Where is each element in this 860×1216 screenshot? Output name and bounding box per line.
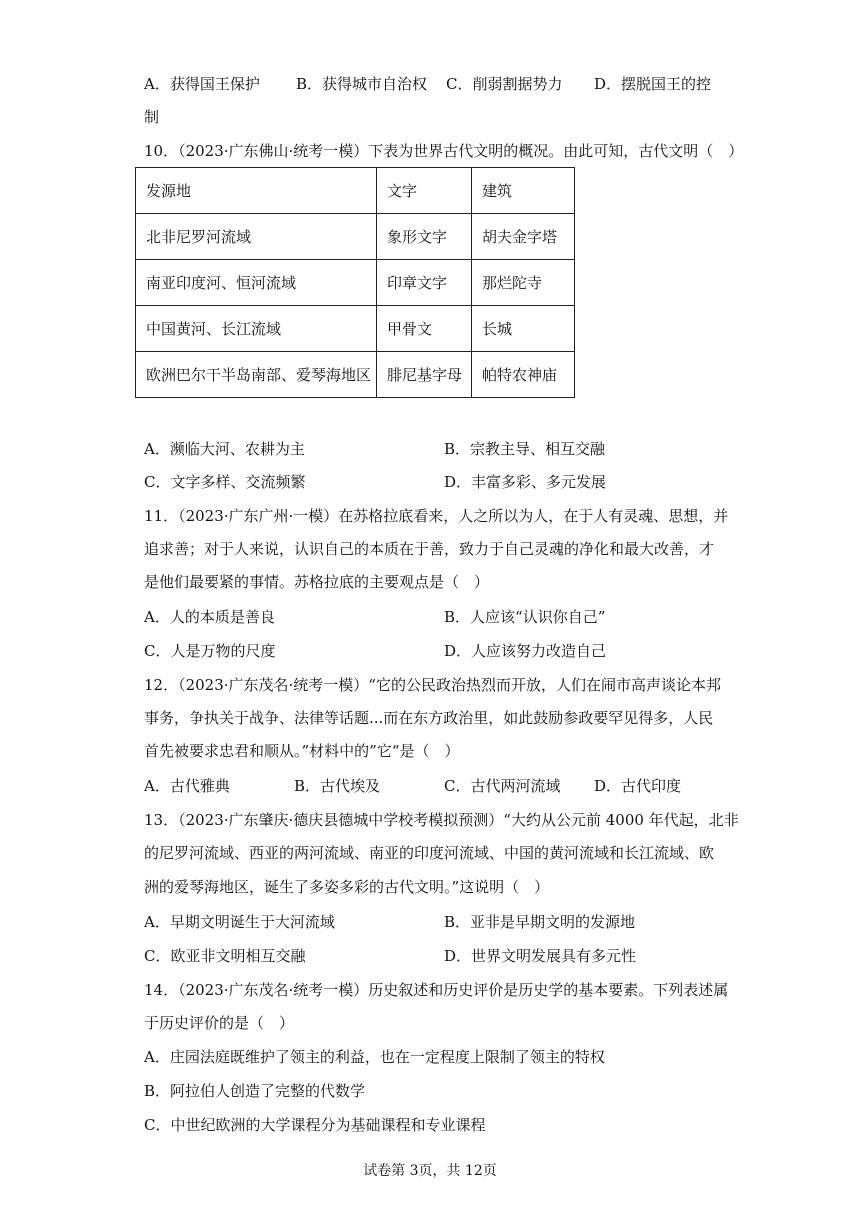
table-cell: 欧洲巴尔干半岛南部、爱琴海地区 [136, 352, 377, 398]
q13-option-d: D．世界文明发展具有多元性 [444, 947, 637, 965]
table-cell: 象形文字 [377, 214, 472, 260]
q14-stem-line: 14．（2023·广东茂名·统考一模）历史叙述和历史评价是历史学的基本要素。下列表述属 [144, 981, 729, 999]
q13-stem-line: 洲的爱琴海地区，诞生了多姿多彩的古代文明。”这说明（ ） [144, 878, 550, 896]
table-header-cell: 建筑 [472, 168, 575, 214]
table-header-cell: 文字 [377, 168, 472, 214]
q13-option-a: A．早期文明诞生于大河流域 [144, 913, 335, 931]
table-cell: 印章文字 [377, 260, 472, 306]
table-row [136, 260, 575, 306]
q11-stem-line: 追求善；对于人来说，认识自己的本质在于善，致力于自己灵魂的净化和最大改善，才 [144, 540, 715, 558]
table-cell: 帕特农神庙 [472, 352, 575, 398]
q12-option-b: B．古代埃及 [294, 777, 381, 795]
q11-option-c: C．人是万物的尺度 [144, 642, 276, 660]
q11-stem-line: 是他们最要紧的事情。苏格拉底的主要观点是（ ） [144, 573, 490, 591]
q14-stem-line: 于历史评价的是（ ） [144, 1014, 295, 1032]
q11-stem-line: 11．（2023·广东广州·一模）在苏格拉底看来，人之所以为人，在于人有灵魂、思想，并 [144, 507, 729, 525]
q14-option-c: C．中世纪欧洲的大学课程分为基础课程和专业课程 [144, 1116, 486, 1134]
table-cell: 腓尼基字母 [377, 352, 472, 398]
q12-stem-line: 首先被要求忠君和顺从。”材料中的”它“是（ ） [144, 742, 460, 760]
table-header-cell: 发源地 [136, 168, 377, 214]
q10-stem: 10．（2023·广东佛山·统考一模）下表为世界古代文明的概况。由此可知，古代文明（ ） [144, 142, 744, 160]
q10-option-c: C．文字多样、交流频繁 [144, 473, 306, 491]
q13-stem-line: 13．（2023·广东肇庆·德庆县德城中学校考模拟预测）“大约从公元前 4000 年代起，北非 [144, 811, 739, 829]
q14-option-b: B．阿拉伯人创造了完整的代数学 [144, 1082, 366, 1100]
q13-option-b: B．亚非是早期文明的发源地 [444, 913, 636, 931]
q13-stem-line: 的尼罗河流域、西亚的两河流域、南亚的印度河流域、中国的黄河流域和长江流域、欧 [144, 844, 715, 862]
q12-option-c: C．古代两河流域 [444, 777, 561, 795]
q10-option-b: B．宗教主导、相互交融 [444, 440, 606, 458]
q12-stem-line: 事务，争执关于战争、法律等话题...而在东方政治里，如此鼓励参政要罕见得多，人民 [144, 709, 714, 727]
page-footer: 试卷第 3页，共 12页 [363, 1163, 497, 1179]
q9-option-c: C．削弱割据势力 [446, 75, 563, 93]
q11-option-b: B．人应该“认识你自己” [444, 608, 606, 626]
q9-option-a: A．获得国王保护 [144, 75, 260, 93]
table-cell: 北非尼罗河流域 [136, 214, 377, 260]
table-cell: 那烂陀寺 [472, 260, 575, 306]
table-cell: 南亚印度河、恒河流域 [136, 260, 377, 306]
table-cell: 长城 [472, 306, 575, 352]
civilization-table [135, 167, 575, 398]
table-cell: 甲骨文 [377, 306, 472, 352]
table-cell: 中国黄河、长江流域 [136, 306, 377, 352]
q11-option-a: A．人的本质是善良 [144, 608, 275, 626]
table-row [136, 352, 575, 398]
q14-option-a: A．庄园法庭既维护了领主的利益，也在一定程度上限制了领主的特权 [144, 1048, 605, 1066]
q10-option-d: D．丰富多彩、多元发展 [444, 473, 607, 491]
table-row [136, 214, 575, 260]
table-cell: 胡夫金字塔 [472, 214, 575, 260]
q12-stem-line: 12．（2023·广东茂名·统考一模）“它的公民政治热烈而开放，人们在闹市高声谈论本邦 [144, 676, 721, 694]
q12-option-a: A．古代雅典 [144, 777, 230, 795]
q9-option-b: B．获得城市自治权 [296, 75, 428, 93]
q9-option-d: D．摆脱国王的控 [594, 75, 712, 93]
q11-option-d: D．人应该努力改造自己 [444, 642, 607, 660]
q13-option-c: C．欧亚非文明相互交融 [144, 947, 306, 965]
table-header-row [136, 168, 575, 214]
q9-option-d-continued: 制 [144, 108, 160, 126]
table-row [136, 306, 575, 352]
q12-option-d: D．古代印度 [594, 777, 682, 795]
q10-option-a: A．濒临大河、农耕为主 [144, 440, 305, 458]
